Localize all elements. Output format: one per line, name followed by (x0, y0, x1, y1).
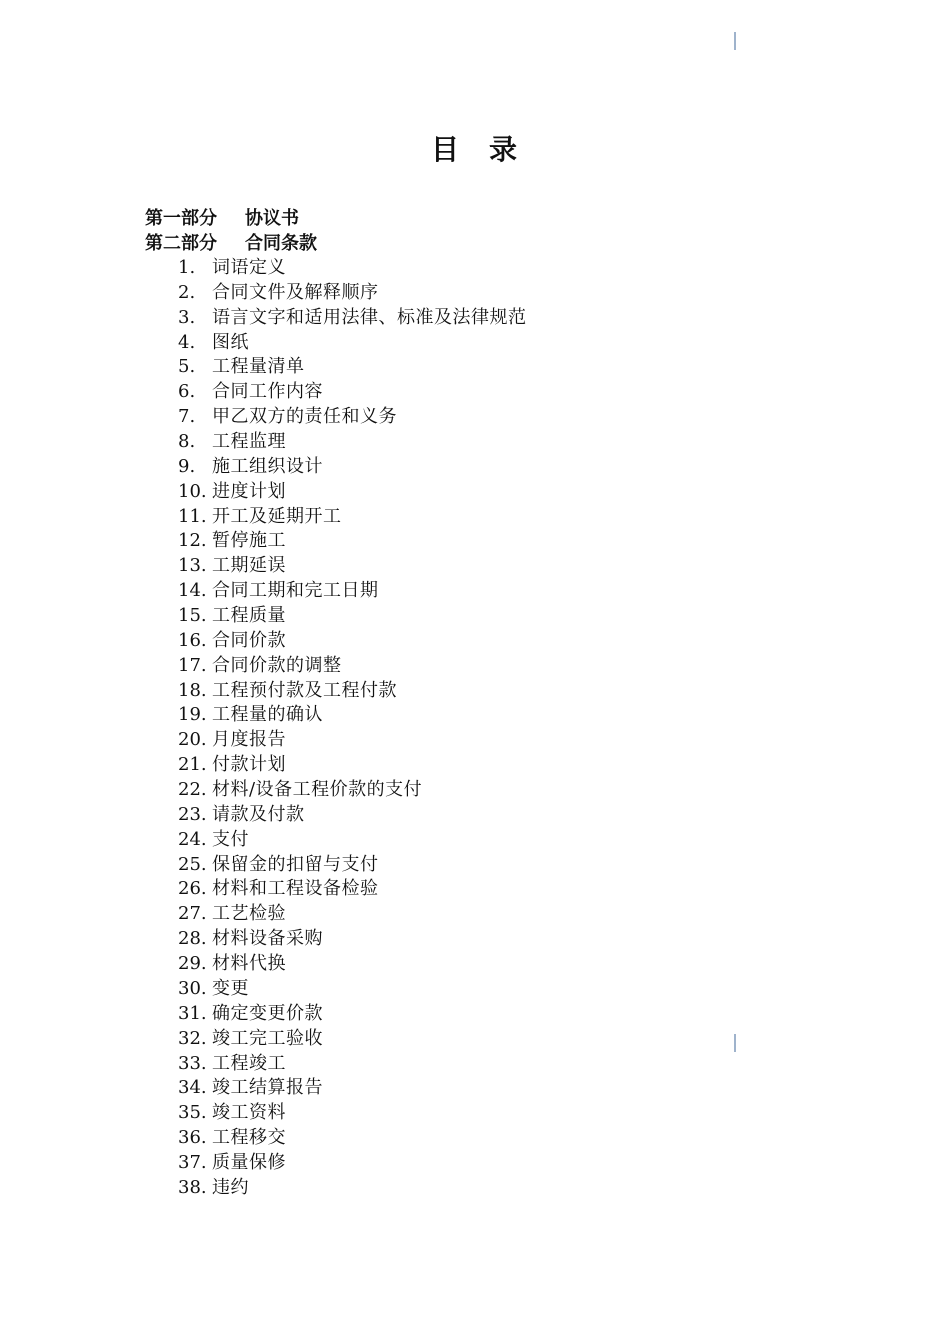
toc-item[interactable] (178, 1101, 527, 1126)
part-label: 第一部分 (145, 208, 217, 229)
toc-item[interactable] (178, 604, 527, 629)
toc-part[interactable] (145, 231, 317, 256)
toc-item-text: 工程质量 (212, 605, 286, 627)
toc-item-text: 工程预付款及工程付款 (212, 679, 397, 701)
toc-item-number: 26. (178, 878, 207, 900)
toc-item-text: 工程量清单 (212, 356, 305, 378)
toc-item-text: 合同工作内容 (212, 381, 323, 403)
toc-item-number: 31. (178, 1002, 207, 1024)
toc-item-text: 合同价款的调整 (212, 654, 342, 676)
toc-item-number: 32. (178, 1027, 207, 1049)
toc-parts (145, 206, 317, 256)
toc-item-number: 8. (178, 431, 196, 453)
toc-item-number: 15. (178, 605, 207, 627)
part-label: 第二部分 (145, 233, 217, 254)
toc-item-number: 30. (178, 977, 207, 999)
toc-item-text: 暂停施工 (212, 530, 286, 552)
toc-item[interactable] (178, 753, 527, 778)
toc-item-number: 7. (178, 406, 196, 428)
toc-item-number: 23. (178, 803, 207, 825)
toc-item-text: 语言文字和适用法律、标准及法律规范 (212, 306, 527, 328)
toc-item-text: 确定变更价款 (212, 1002, 323, 1024)
toc-item-text: 请款及付款 (212, 803, 305, 825)
toc-item[interactable] (178, 306, 527, 331)
toc-item-number: 33. (178, 1052, 207, 1074)
toc-item-number: 36. (178, 1127, 207, 1149)
toc-item-text: 变更 (212, 977, 249, 999)
toc-item-text: 材料代换 (212, 953, 286, 975)
toc-item[interactable] (178, 1126, 527, 1151)
toc-item[interactable] (178, 380, 527, 405)
toc-item-text: 工程移交 (212, 1127, 286, 1149)
toc-item-text: 质量保修 (212, 1151, 286, 1173)
toc-item-text: 工程量的确认 (212, 704, 323, 726)
toc-item[interactable] (178, 480, 527, 505)
toc-item-number: 13. (178, 555, 207, 577)
toc-item[interactable] (178, 331, 527, 356)
toc-item[interactable] (178, 629, 527, 654)
toc-item[interactable] (178, 778, 527, 803)
toc-item[interactable] (178, 703, 527, 728)
toc-item-number: 1. (178, 257, 196, 278)
toc-item[interactable] (178, 728, 527, 753)
toc-item-text: 保留金的扣留与支付 (212, 853, 379, 875)
toc-item-text: 违约 (212, 1176, 249, 1198)
part-name: 协议书 (245, 208, 299, 229)
toc-part[interactable] (145, 206, 317, 231)
toc-item-number: 21. (178, 754, 207, 776)
toc-item-number: 4. (178, 331, 196, 353)
toc-item-number: 27. (178, 903, 207, 925)
toc-item-number: 5. (178, 356, 196, 378)
title-char: 目 (430, 133, 461, 166)
toc-item-text: 开工及延期开工 (212, 505, 342, 527)
toc-item-number: 22. (178, 779, 207, 801)
toc-item-text: 图纸 (212, 331, 249, 353)
toc-item-number: 3. (178, 306, 196, 328)
toc-item-list (178, 256, 527, 1201)
toc-item-text: 合同价款 (212, 629, 286, 651)
margin-marker (734, 32, 736, 50)
toc-item-text: 材料和工程设备检验 (212, 878, 379, 900)
toc-item[interactable] (178, 505, 527, 530)
toc-item-text: 竣工结算报告 (212, 1077, 323, 1099)
toc-item-text: 工期延误 (212, 555, 286, 577)
toc-item[interactable] (178, 977, 527, 1002)
toc-item[interactable] (178, 1052, 527, 1077)
toc-item[interactable] (178, 877, 527, 902)
toc-item[interactable] (178, 430, 527, 455)
toc-item-text: 材料设备采购 (212, 928, 323, 950)
toc-item-number: 20. (178, 729, 207, 751)
toc-item-text: 竣工资料 (212, 1102, 286, 1124)
toc-item-number: 16. (178, 629, 207, 651)
toc-item-text: 工艺检验 (212, 903, 286, 925)
toc-item[interactable] (178, 679, 527, 704)
title-char: 录 (489, 133, 520, 166)
toc-item-number: 6. (178, 381, 196, 403)
toc-item[interactable] (178, 1176, 527, 1201)
toc-item[interactable] (178, 405, 527, 430)
toc-item-number: 25. (178, 853, 207, 875)
toc-item-text: 月度报告 (212, 729, 286, 751)
toc-item[interactable] (178, 554, 527, 579)
toc-item-number: 37. (178, 1151, 207, 1173)
toc-item-text: 工程竣工 (212, 1052, 286, 1074)
toc-item-number: 19. (178, 704, 207, 726)
toc-item[interactable] (178, 853, 527, 878)
toc-item[interactable] (178, 1151, 527, 1176)
toc-item[interactable] (178, 803, 527, 828)
toc-item[interactable] (178, 579, 527, 604)
toc-item-text: 工程监理 (212, 431, 286, 453)
part-name: 合同条款 (245, 233, 317, 254)
toc-item[interactable] (178, 529, 527, 554)
toc-item-number: 11. (178, 505, 207, 527)
toc-item[interactable] (178, 355, 527, 380)
toc-item-number: 28. (178, 928, 207, 950)
toc-item-number: 12. (178, 530, 207, 552)
toc-item-text: 竣工完工验收 (212, 1027, 323, 1049)
toc-item[interactable] (178, 902, 527, 927)
toc-item[interactable] (178, 1076, 527, 1101)
toc-item[interactable] (178, 952, 527, 977)
toc-item-number: 24. (178, 828, 207, 850)
toc-item-number: 34. (178, 1077, 207, 1099)
toc-item-text: 词语定义 (212, 257, 286, 278)
toc-item[interactable] (178, 654, 527, 679)
toc-item-text: 支付 (212, 828, 249, 850)
toc-item-number: 14. (178, 580, 207, 602)
toc-item-text: 甲乙双方的责任和义务 (212, 406, 397, 428)
toc-item-number: 38. (178, 1176, 207, 1198)
margin-marker (734, 1034, 736, 1052)
toc-item[interactable] (178, 256, 527, 281)
page-title (0, 128, 950, 168)
toc-item[interactable] (178, 1027, 527, 1052)
toc-item-text: 付款计划 (212, 754, 286, 776)
toc-item[interactable] (178, 455, 527, 480)
toc-item[interactable] (178, 281, 527, 306)
toc-item[interactable] (178, 1002, 527, 1027)
toc-item-number: 9. (178, 455, 196, 477)
toc-item-text: 材料/设备工程价款的支付 (212, 779, 423, 801)
toc-item-number: 18. (178, 679, 207, 701)
toc-item-text: 进度计划 (212, 480, 286, 502)
toc-item-number: 2. (178, 281, 196, 303)
toc-item[interactable] (178, 927, 527, 952)
toc-item-text: 施工组织设计 (212, 455, 323, 477)
toc-item-number: 17. (178, 654, 207, 676)
toc-item-number: 29. (178, 953, 207, 975)
toc-item-text: 合同工期和完工日期 (212, 580, 379, 602)
toc-item-number: 35. (178, 1102, 207, 1124)
toc-item-number: 10. (178, 480, 207, 502)
toc-item-text: 合同文件及解释顺序 (212, 281, 379, 303)
toc-item[interactable] (178, 828, 527, 853)
